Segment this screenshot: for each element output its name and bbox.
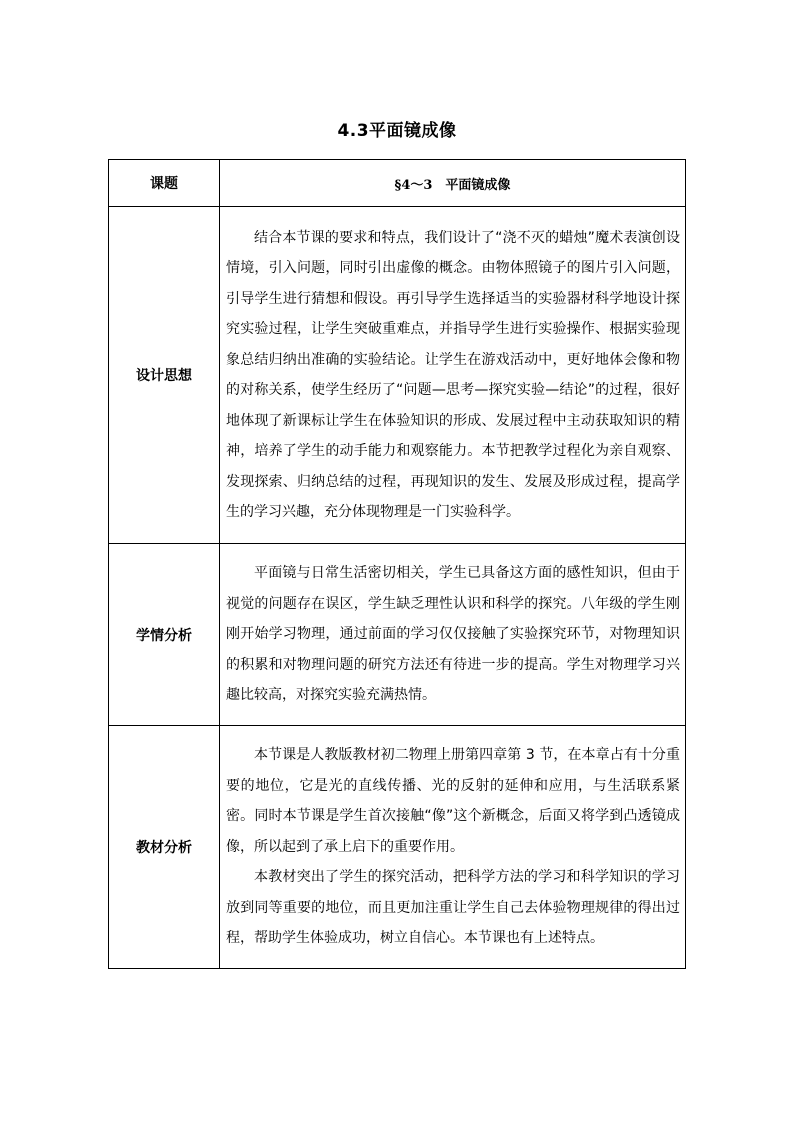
material-analysis-paragraph-1: 本节课是人教版教材初二物理上册第四章第 3 节，在本章占有十分重要的地位，它是光的直线传播、光的反射的延伸和应用，与生活联系紧密。同时本节课是学生首次接触“像”这个新概念，后面又将学到凸透镜成像，所以起到了承上启下的重要作用。 — [226, 747, 680, 855]
student-analysis-content — [220, 544, 686, 726]
table-row-design-idea — [109, 207, 686, 544]
topic-value: §4～3 平面镜成像 — [220, 160, 686, 207]
material-analysis-label: 教材分析 — [109, 726, 220, 969]
material-analysis-paragraph-2: 本教材突出了学生的探究活动，把科学方法的学习和科学知识的学习放到同等重要的地位，而且更加注重让学生自己去体验物理规律的得出过程，帮助学生体验成功，树立自信心。本节课也有上述特点。 — [226, 869, 680, 947]
lesson-plan-table — [108, 159, 686, 969]
document-title: 4.3平面镜成像 — [337, 121, 457, 141]
table-row-topic — [109, 160, 686, 207]
design-idea-paragraph: 结合本节课的要求和特点，我们设计了“浇不灭的蜡烛”魔术表演创设情境，引入问题，同时引出虚像的概念。由物体照镜子的图片引入问题，引导学生进行猜想和假设。再引导学生选择适当的实验器材科学地设计探究实验过程，让学生突破重难点，并指导学生进行实验操作、根据实验现象总结归纳出准确的实验结论。让学生在游戏活动中，更好地体会像和物的对称关系，使学生经历了“问题—思考—探究实验—结论”的过程，很好地体现了新课标让学生在体验知识的形成、发展过程中主动获取知识的精神，培养了学生的动手能力和观察能力。本节把教学过程化为亲自观察、发现探索、归纳总结的过程，再现知识的发生、发展及形成过程，提高学生的学习兴趣，充分体现物理是一门实验科学。 — [226, 229, 680, 520]
design-idea-label: 设计思想 — [109, 207, 220, 544]
student-analysis-label: 学情分析 — [109, 544, 220, 726]
table-row-student-analysis — [109, 544, 686, 726]
student-analysis-paragraph: 平面镜与日常生活密切相关，学生已具备这方面的感性知识，但由于视觉的问题存在误区，学生缺乏理性认识和科学的探究。八年级的学生刚刚开始学习物理，通过前面的学习仅仅接触了实验探究环节，对物理知识的积累和对物理问题的研究方法还有待进一步的提高。学生对物理学习兴趣比较高，对探究实验充满热情。 — [226, 565, 680, 704]
table-row-material-analysis — [109, 726, 686, 969]
material-analysis-content — [220, 726, 686, 969]
design-idea-content — [220, 207, 686, 544]
topic-label: 课题 — [109, 160, 220, 207]
